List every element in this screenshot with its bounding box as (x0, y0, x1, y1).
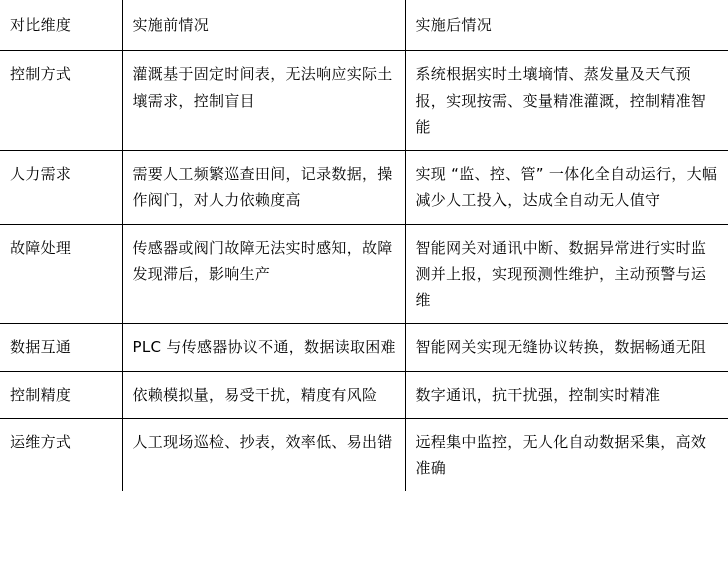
column-header-after: 实施后情况 (405, 0, 728, 51)
cell-dimension: 人力需求 (0, 151, 122, 225)
cell-before: 人工现场巡检、抄表，效率低、易出错 (122, 418, 405, 491)
cell-dimension: 数据互通 (0, 324, 122, 371)
cell-dimension: 控制方式 (0, 51, 122, 151)
cell-after: 智能网关对通讯中断、数据异常进行实时监测并上报，实现预测性维护，主动预警与运维 (405, 224, 728, 324)
column-header-before: 实施前情况 (122, 0, 405, 51)
table-header-row (0, 0, 728, 51)
cell-after: 数字通讯，抗干扰强，控制实时精准 (405, 371, 728, 418)
cell-after: 远程集中监控，无人化自动数据采集，高效准确 (405, 418, 728, 491)
table-row (0, 324, 728, 371)
cell-after: 智能网关实现无缝协议转换，数据畅通无阻 (405, 324, 728, 371)
cell-dimension: 运维方式 (0, 418, 122, 491)
column-header-dimension: 对比维度 (0, 0, 122, 51)
cell-before: 需要人工频繁巡查田间，记录数据，操作阀门，对人力依赖度高 (122, 151, 405, 225)
cell-after: 系统根据实时土壤墒情、蒸发量及天气预报，实现按需、变量精准灌溉，控制精准智能 (405, 51, 728, 151)
cell-before: 传感器或阀门故障无法实时感知，故障发现滞后，影响生产 (122, 224, 405, 324)
cell-dimension: 故障处理 (0, 224, 122, 324)
cell-before: 依赖模拟量，易受干扰，精度有风险 (122, 371, 405, 418)
table-row (0, 418, 728, 491)
cell-after: 实现 “监、控、管” 一体化全自动运行，大幅减少人工投入，达成全自动无人值守 (405, 151, 728, 225)
table-row (0, 151, 728, 225)
table-row (0, 224, 728, 324)
cell-before: 灌溉基于固定时间表，无法响应实际土壤需求，控制盲目 (122, 51, 405, 151)
table-row (0, 51, 728, 151)
cell-before: PLC 与传感器协议不通，数据读取困难 (122, 324, 405, 371)
cell-dimension: 控制精度 (0, 371, 122, 418)
table-row (0, 371, 728, 418)
